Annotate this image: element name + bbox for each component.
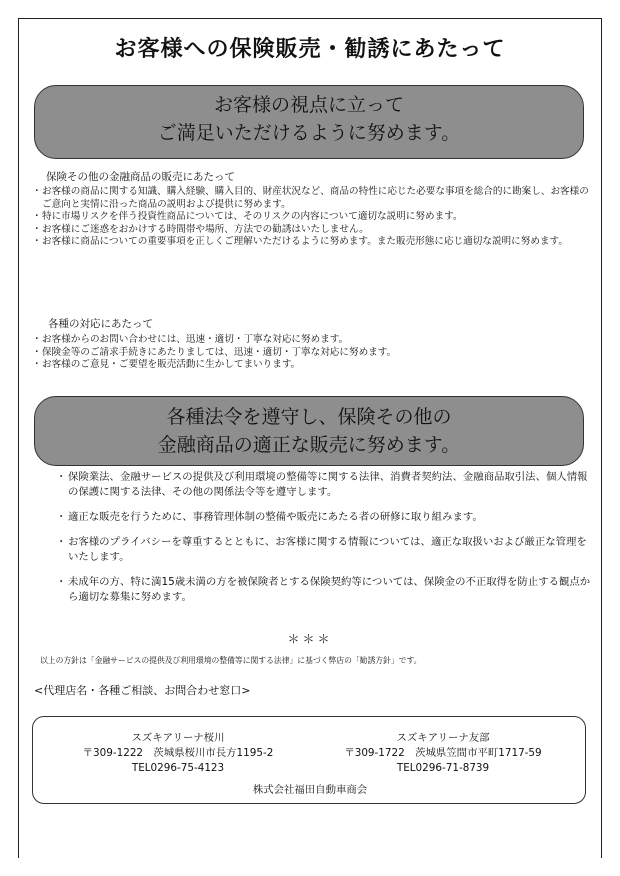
branch-tomobe: [318, 731, 568, 776]
list-item: ・ お客様のご意見・ご要望を販売活動に生かしてまいります。: [32, 359, 597, 372]
branch-phone: TEL0296-71-8739: [396, 762, 490, 774]
list-item: ・ お客様にご迷惑をおかけする時間帯や場所、方法での勧誘はいたしません。: [32, 224, 597, 237]
policy-banner-compliance: [34, 396, 584, 466]
section-divider-stars: ＊＊＊: [287, 632, 333, 646]
branch-sakuragawa: [63, 731, 293, 776]
list-item: ・ お客様からのお問い合わせには、迅速・適切・丁寧な対応に努めます。: [32, 334, 597, 347]
list-item: ・ 保険業法、金融サービスの提供及び利用環境の整備等に関する法律、消費者契約法、金融商品取引法、個人情報の保護に関する法律、その他の関係法令等を遵守します。: [56, 470, 596, 500]
company-name: 株式会社福田自動車商会: [252, 784, 368, 796]
response-policy-list: [32, 334, 597, 372]
section-heading-response: 各種の対応にあたって: [48, 318, 153, 330]
branch-address: 〒309-1222 茨城県桜川市長方1195-2: [82, 747, 274, 759]
banner-line: お客様の視点に立って: [213, 94, 404, 116]
list-item: ・ 適正な販売を行うために、事務管理体制の整備や販売にあたる者の研修に取り組みます。: [56, 510, 596, 525]
policy-banner-customer-view: [34, 85, 584, 159]
list-item: ・ お客様のプライバシーを尊重するとともに、お客様に関する情報については、適正な取扱いおよび厳正な管理をいたします。: [56, 535, 596, 565]
section-heading-sales: 保険その他の金融商品の販売にあたって: [46, 171, 235, 183]
sales-policy-list: [32, 186, 597, 249]
banner-line: 各種法令を遵守し、保険その他の: [166, 406, 452, 428]
contact-box: [32, 716, 586, 804]
list-item: ・ 保険金等のご請求手続きにあたりましては、迅速・適切・丁寧な対応に努めます。: [32, 347, 597, 360]
banner-line: 金融商品の適正な販売に努めます。: [157, 434, 461, 456]
contact-heading: <代理店名・各種ご相談、お問合わせ窓口>: [34, 684, 251, 697]
policy-note: 以上の方針は「金融サービスの提供及び利用環境の整備等に関する法律」に基づく弊店の「勧誘方針」です。: [40, 656, 422, 665]
list-item: ・ 特に市場リスクを伴う投資性商品については、そのリスクの内容について適切な説明に努めます。: [32, 211, 597, 224]
list-item: ・ お客様の商品に関する知識、購入経験、購入目的、財産状況など、商品の特性に応じた必要な事項を総合的に勘案し、お客様のご意向と実情に沿った商品の説明および提供に努めます。: [32, 186, 597, 211]
branch-name: スズキアリーナ桜川: [131, 732, 225, 744]
list-item: ・ お客様に商品についての重要事項を正しくご理解いただけるように努めます。また販売形態に応じ適切な説明に努めます。: [32, 236, 597, 249]
branch-phone: TEL0296-75-4123: [131, 762, 225, 774]
branch-name: スズキアリーナ友部: [396, 732, 490, 744]
page-title: お客様への保険販売・勧誘にあたって: [114, 37, 506, 62]
branch-address: 〒309-1722 茨城県笠間市平町1717-59: [344, 747, 542, 759]
compliance-policy-list: [56, 470, 596, 615]
list-item: ・ 未成年の方、特に満15歳未満の方を被保険者とする保険契約等については、保険金の不正取得を防止する観点から適切な募集に努めます。: [56, 575, 596, 605]
banner-line: ご満足いただけるように努めます。: [157, 122, 461, 144]
